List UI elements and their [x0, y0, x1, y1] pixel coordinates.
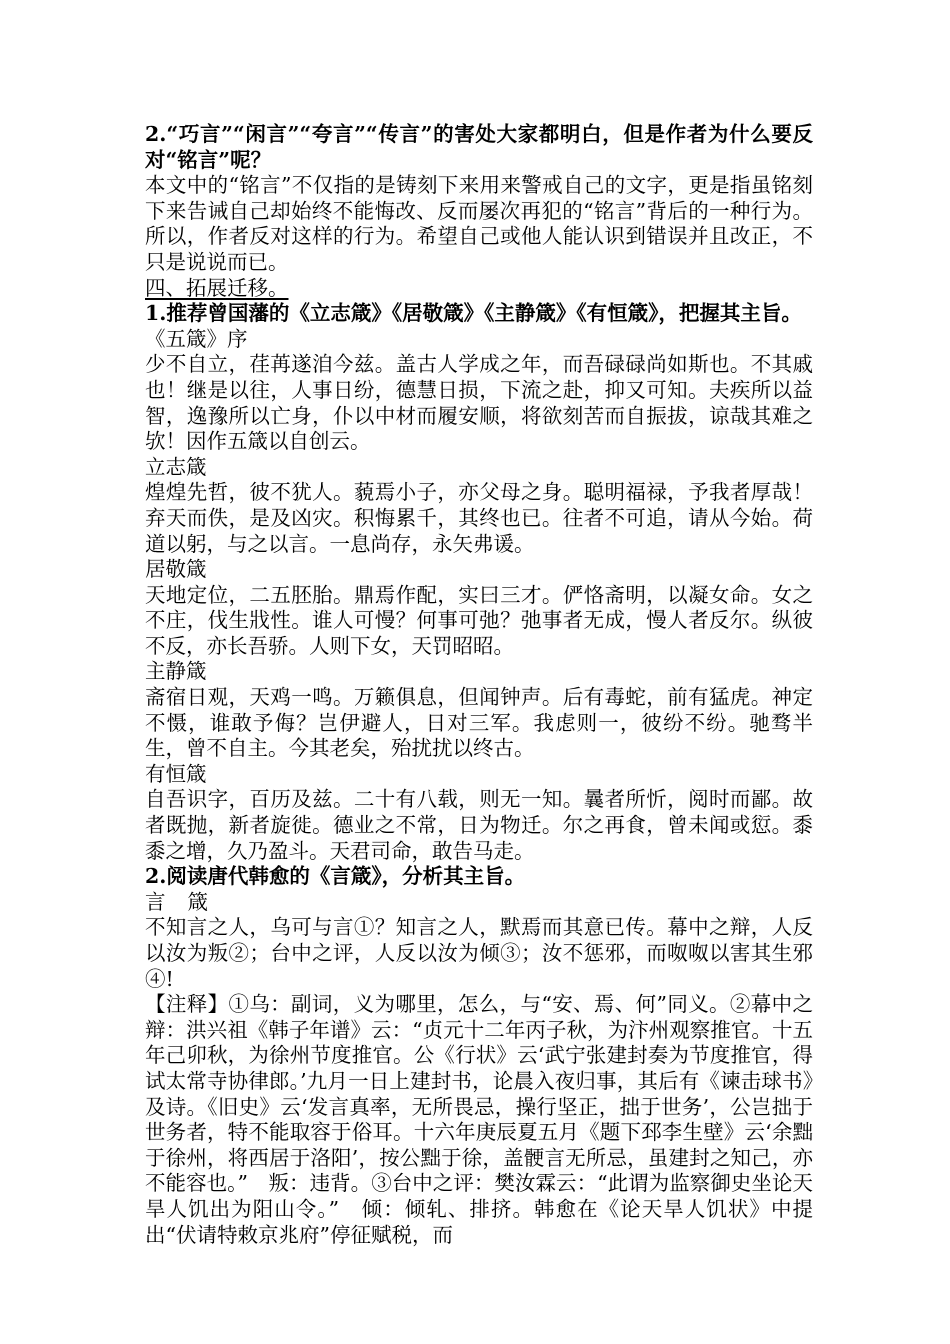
item-2-number: 2. — [145, 864, 167, 889]
yanzhen-text: 不知言之人，乌可与言①？知言之人，默焉而其意已传。幕中之辩，人反以汝为叛②；台中之评，人反以汝为倾③；汝不惩邪，而呶呶以害其生邪④! — [145, 915, 813, 991]
notes — [145, 992, 813, 1248]
preface-text: 少不自立，荏苒遂洎今兹。盖古人学成之年，而吾碌碌尚如斯也。不其戚也！继是以往，人事日纷，德慧日损，下流之赴，抑又可知。夫疾所以益智，逸豫所以亡身，仆以中材而履安顺，将欲刻苦而自振拔，谅哉其难之欤！因作五箴以自创云。 — [145, 352, 813, 454]
item-1 — [145, 301, 813, 327]
notes-label: 【注释】 — [145, 992, 229, 1017]
document-page — [145, 122, 813, 1248]
section-4-heading-text: 四、拓展迁移。 — [145, 275, 289, 300]
zhujing-text: 斋宿日观，天鸡一鸣。万籁俱息，但闻钟声。后有毒蛇，前有猛虎。神定不慑，谁敢予侮？岂伊避人，日对三军。我虑则一，彼纷不纷。驰骛半生，曾不自主。今其老矣，殆扰扰以终古。 — [145, 685, 813, 761]
question-2 — [145, 122, 813, 173]
item-1-number: 1. — [145, 301, 167, 326]
yanzhen-title — [145, 890, 813, 916]
preface-title: 《五箴》序 — [145, 326, 248, 351]
item-2 — [145, 864, 813, 890]
youheng-text: 自吾识字，百历及兹。二十有八载，则无一知。曩者所忻，阅时而鄙。故者既抛，新者旋徙。德业之不常，日为物迁。尔之再食，曾未闻或愆。黍黍之增，久乃盈斗。天君司命，敢告马走。 — [145, 787, 813, 863]
item-1-text: 推荐曾国藩的《立志箴》《居敬箴》《主静箴》《有恒箴》，把握其主旨。 — [166, 301, 802, 326]
lizhi-title: 立志箴 — [145, 454, 207, 479]
section-4-heading — [145, 276, 813, 302]
yanzhen-title-char-2: 箴 — [187, 889, 208, 914]
lizhi-text: 煌煌先哲，彼不犹人。藐焉小子，亦父母之身。聪明福禄，予我者厚哉！弃天而佚，是及凶灾。积悔累千，其终也已。往者不可追，请从今始。荷道以躬，与之以言。一息尚存，永矢弗谖。 — [145, 480, 813, 556]
question-2-text: “巧言”“闲言”“夸言”“传言”的害处大家都明白，但是作者为什么要反对“铭言”呢？ — [145, 122, 813, 172]
jujing-title: 居敬箴 — [145, 557, 207, 582]
item-2-text: 阅读唐代韩愈的《言箴》，分析其主旨。 — [166, 864, 526, 889]
notes-text: ①乌：副词，义为哪里，怎么，与“安、焉、何”同义。②幕中之辩：洪兴祖《韩子年谱》云：“贞元十二年丙子秋，为汴州观察推官。十五年己卯秋，为徐州节度推官。公《行状》云‘武宁张建封奏为节度推官，得试太常寺协律郎。’九月一日上建封书，论晨入夜归事，其后有《谏击球书》及诗。《旧史》云‘发言真率，无所畏忌，操行坚正，拙于世务’，公岂拙于世务者，特不能取容于俗耳。十六年庚辰夏五月《题下邳李生壁》云‘余黜于徐州，将西居于洛阳’，按公黜于徐，盖骾言无所忌，虽建封之知己，亦不能容也。” 叛：违背。③台中之评：樊汝霖云：“此谓为监察御史坐论天旱人饥出为阳山令。” 倾：倾轧、排挤。韩愈在《论天旱人饥状》中提出“伏请特敕京兆府”停征赋税，而 — [145, 992, 814, 1247]
yanzhen-title-char-1: 言 — [145, 889, 166, 914]
youheng-title: 有恒箴 — [145, 761, 207, 786]
question-2-answer: 本文中的“铭言”不仅指的是铸刻下来用来警戒自己的文字，更是指虽铭刻下来告诫自己却始终不能悔改、反而屡次再犯的“铭言”背后的一种行为。所以，作者反对这样的行为。希望自己或他人能认识到错误并且改正，不只是说说而已。 — [145, 173, 813, 274]
question-2-number: 2. — [145, 122, 167, 146]
jujing-text: 天地定位，二五胚胎。鼎焉作配，实曰三才。俨恪斋明，以凝女命。女之不庄，伐生戕性。谁人可慢？何事可弛？弛事者无成，慢人者反尔。纵彼不反，亦长吾骄。人则下女，天罚昭昭。 — [145, 582, 813, 658]
zhujing-title: 主静箴 — [145, 659, 207, 684]
